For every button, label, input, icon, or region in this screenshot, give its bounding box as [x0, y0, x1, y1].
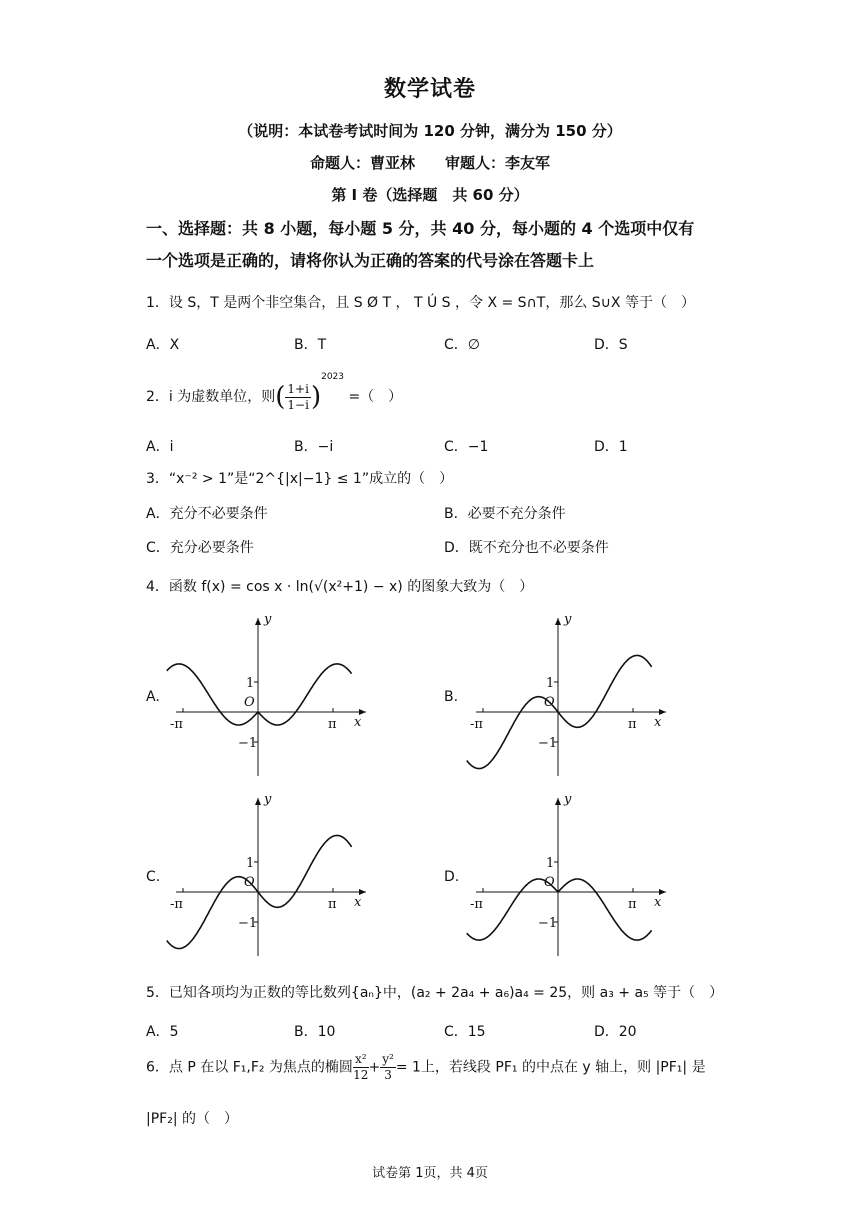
graph-c	[166, 790, 376, 960]
q2-option-c: C．−1	[444, 439, 489, 455]
origin-label: O	[244, 875, 255, 890]
q2-fraction	[285, 382, 311, 413]
y-axis-arrow	[555, 618, 561, 625]
y-axis-arrow	[555, 798, 561, 805]
q5-option-b: B．10	[294, 1024, 336, 1040]
y-axis-arrow	[255, 798, 261, 805]
x-axis-label: x	[654, 895, 662, 910]
neg-pi-label: -π	[470, 717, 483, 732]
question-1: 1．设 S，T 是两个非空集合，且 S Ø T ， T Ú S ，令 X = S∩T，那么 S∪X 等于（ ）	[146, 295, 695, 311]
q1-option-c: C．∅	[444, 337, 480, 353]
q2-suffix: =（ ）	[348, 389, 403, 405]
neg-one-label: −1	[538, 736, 558, 751]
graph-b-label: B.	[444, 689, 459, 705]
neg-pi-label: -π	[470, 897, 483, 912]
origin-label: O	[544, 695, 555, 710]
x-axis-label: x	[354, 715, 362, 730]
question-3: 3．“x⁻² > 1”是“2^{|x|−1} ≤ 1”成立的（ ）	[146, 471, 454, 487]
graph-b	[466, 610, 676, 780]
q6-fraction-x-den: 12	[353, 1068, 369, 1082]
q6-fraction-x	[353, 1052, 369, 1083]
neg-pi-label: -π	[170, 897, 183, 912]
q6-plus: +	[368, 1059, 381, 1076]
function-curve	[467, 879, 652, 940]
q1-option-b: B．T	[294, 337, 327, 353]
q6-prefix: 6．点 P 在以 F₁,F₂ 为焦点的椭圆	[146, 1059, 353, 1076]
graph-a	[166, 610, 376, 780]
section-heading-line2: 一个选项是正确的，请将你认为正确的答案的代号涂在答题卡上	[146, 251, 595, 270]
question-5: 5．已知各项均为正数的等比数列{aₙ}中，(a₂ + 2a₄ + a₆)a₄ = 25，则 a₃ + a₅ 等于（ ）	[146, 985, 724, 1001]
question-4: 4．函数 f(x) = cos x · ln(√(x²+1) − x) 的图象大致为（ ）	[146, 579, 534, 595]
q5-option-d: D．20	[594, 1024, 637, 1040]
section-heading-line1: 一、选择题：共 8 小题，每小题 5 分，共 40 分，每小题的 4 个选项中仅有	[146, 219, 695, 238]
q5-option-a: A．5	[146, 1024, 179, 1040]
q6-suffix: = 1上，若线段 PF₁ 的中点在 y 轴上，则 |PF₁| 是	[395, 1059, 706, 1076]
q6-fraction-x-num: x²	[354, 1052, 367, 1066]
pi-label: π	[328, 897, 337, 912]
neg-pi-label: -π	[170, 717, 183, 732]
q2-prefix: 2．i 为虚数单位，则	[146, 389, 276, 405]
one-label: 1	[246, 856, 255, 871]
origin-label: O	[544, 875, 555, 890]
q2-denominator: 1−i	[287, 397, 309, 412]
q6-fraction-y	[380, 1052, 396, 1083]
q1-option-d: D．S	[594, 337, 628, 353]
graph-a-label: A.	[146, 689, 160, 705]
y-axis-label: y	[564, 792, 572, 807]
q2-option-b: B．−i	[294, 439, 334, 455]
neg-one-label: −1	[238, 916, 258, 931]
neg-one-label: −1	[538, 916, 558, 931]
one-label: 1	[546, 856, 555, 871]
q2-option-a: A．i	[146, 439, 174, 455]
origin-label: O	[244, 695, 255, 710]
q2-numerator: 1+i	[287, 381, 309, 396]
right-paren: )	[310, 382, 322, 412]
q6-fraction-y-den: 3	[384, 1068, 392, 1082]
graph-c-label: C.	[146, 869, 161, 885]
neg-one-label: −1	[238, 736, 258, 751]
question-6-line2: |PF₂| 的（ ）	[146, 1111, 238, 1127]
y-axis-arrow	[255, 618, 261, 625]
pi-label: π	[628, 717, 637, 732]
left-paren: (	[275, 382, 286, 412]
authors: 命题人：曹亚林 审题人：李友军	[309, 154, 550, 172]
graph-d	[466, 790, 676, 960]
x-axis-label: x	[354, 895, 362, 910]
graph-d-label: D.	[444, 869, 460, 885]
q3-option-b: B．必要不充分条件	[444, 506, 566, 522]
q2-option-d: D．1	[594, 439, 628, 455]
x-axis-label: x	[654, 715, 662, 730]
q2-exponent: 2023	[321, 372, 344, 382]
one-label: 1	[246, 676, 255, 691]
y-axis-label: y	[264, 792, 272, 807]
q3-option-d: D．既不充分也不必要条件	[444, 540, 609, 556]
q5-option-c: C．15	[444, 1024, 486, 1040]
function-curve	[167, 664, 352, 725]
q3-option-c: C．充分必要条件	[146, 540, 254, 556]
y-axis-label: y	[564, 612, 572, 627]
question-2	[146, 372, 402, 413]
pi-label: π	[628, 897, 637, 912]
q6-fraction-y-num: y²	[382, 1052, 394, 1066]
part-heading: 第 Ⅰ 卷（选择题 共 60 分）	[331, 186, 529, 204]
one-label: 1	[546, 676, 555, 691]
y-axis-label: y	[264, 612, 272, 627]
q3-option-a: A．充分不必要条件	[146, 506, 268, 522]
page-title: 数学试卷	[383, 77, 476, 102]
page-footer: 试卷第 1页，共 4页	[372, 1166, 488, 1181]
pi-label: π	[328, 717, 337, 732]
exam-note: （说明：本试卷考试时间为 120 分钟，满分为 150 分）	[238, 122, 622, 140]
question-6	[146, 1052, 706, 1083]
q1-option-a: A．X	[146, 337, 180, 353]
